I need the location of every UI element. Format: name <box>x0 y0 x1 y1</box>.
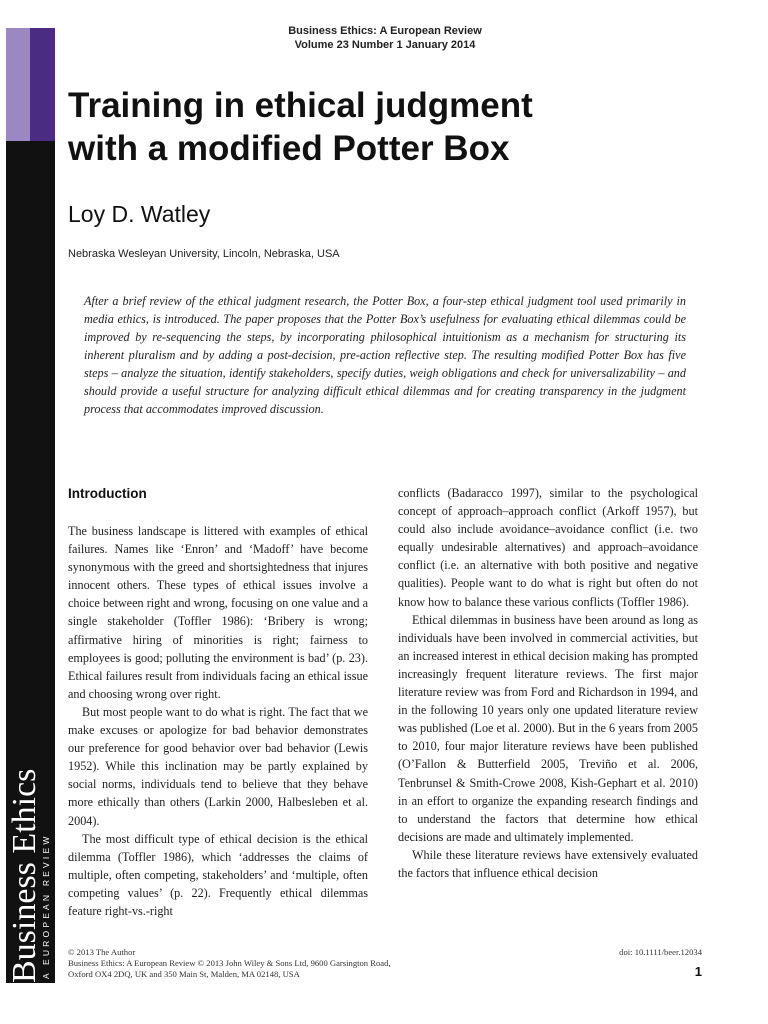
body-column-left <box>68 484 368 920</box>
journal-issue: Volume 23 Number 1 January 2014 <box>294 39 476 51</box>
copyright-line-1: © 2013 The Author <box>68 947 136 957</box>
journal-name: Business Ethics: A European Review <box>288 25 482 37</box>
spine-subtitle: A EUROPEAN REVIEW <box>41 833 51 979</box>
body-paragraph: The most difficult type of ethical decision is the ethical dilemma (Toffler 1986), which ‘addresses the claims of multiple, often competing, stakeholders’ and ‘multiple, often competing values’ (p. 22). Frequently ethical dilemmas feature right-vs.-right <box>68 831 368 918</box>
spine-title: Business Ethics <box>6 768 43 983</box>
article-title <box>68 84 708 170</box>
title-line-2: with a modified Potter Box <box>68 129 510 168</box>
journal-spine <box>6 28 55 983</box>
title-line-1: Training in ethical judgment <box>68 86 533 125</box>
copyright-line-3: Oxford OX4 2DQ, UK and 350 Main St, Malden, MA 02148, USA <box>68 969 300 979</box>
doi: doi: 10.1111/beer.12034 <box>619 947 702 957</box>
author-name: Loy D. Watley <box>68 201 211 227</box>
body-paragraph: The business landscape is littered with examples of ethical failures. Names like ‘Enron’ and ‘Madoff’ have become synonymous with the greed and shortsightedness that injures innocent others. These types of ethical issues involve a choice between right and wrong, focusing on one value and a single stakeholder (Toffler 1986): ‘Bribery is wrong; affirmative hiring of minorities is right; fairness to employees is good; polluting the environment is bad’ (p. 23). Ethical failures result from individuals facing an ethical issue and choosing wrong over right. <box>68 524 368 701</box>
copyright-notice <box>68 947 391 980</box>
body-paragraph: Ethical dilemmas in business have been around as long as individuals have been involved in commercial activities, but an increased interest in ethical decision making has prompted increasingly frequent literature reviews. The first major literature review was from Ford and Richardson in 1994, and in the following 10 years only one updated literature review was published (Loe et al. 2000). But in the 6 years from 2005 to 2010, four major literature reviews have been published (O’Fallon & Butterfield 2005, Treviño et al. 2006, Tenbrunsel & Smith-Crowe 2008, Kish-Gephart et al. 2010) in an effort to organize the expanding research findings and to understand the factors that determine how ethical decisions are made and ultimately implemented. <box>398 612 698 844</box>
section-heading-introduction: Introduction <box>68 486 147 501</box>
copyright-line-2: Business Ethics: A European Review © 2013 John Wiley & Sons Ltd, 9600 Garsington Road, <box>68 958 391 968</box>
author-affiliation: Nebraska Wesleyan University, Lincoln, Nebraska, USA <box>68 248 340 260</box>
spine-light-purple <box>6 28 30 141</box>
body-paragraph: While these literature reviews have extensively evaluated the factors that influence ethical decision <box>398 847 698 880</box>
body-paragraph: conflicts (Badaracco 1997), similar to the psychological concept of approach–approach conflict (Arkoff 1957), but could also include avoidance–avoidance conflict (i.e. two equally undesirable alternatives) and approach–avoidance conflict (i.e. an alternative with both positive and negative qualities). People want to do what is right but often do not know how to balance these various conflicts (Toffler 1986). <box>398 486 698 609</box>
abstract: After a brief review of the ethical judgment research, the Potter Box, a four-step ethical judgment tool used primarily in media ethics, is introduced. The paper proposes that the Potter Box’s usefulness for evaluating ethical dilemmas could be improved by re-sequencing the steps, by incorporating philosophical intuitionism as a mechanism for structuring its inherent pluralism and by adding a post-decision, pre-action reflective step. The resulting modified Potter Box has five steps – analyze the situation, identify stakeholders, specify duties, weigh obligations and check for universalizability – and should provide a useful structure for analyzing difficult ethical dilemmas and for creating transparency in the judgment process that accommodates improved discussion. <box>84 294 686 416</box>
spine-color-block <box>6 28 55 141</box>
body-column-right <box>398 484 698 882</box>
spine-dark-purple <box>30 28 55 141</box>
body-paragraph: But most people want to do what is right. The fact that we make excuses or apologize for bad behavior demonstrates our preference for good behavior over bad behavior (Lewis 1952). While this inclination may be partly explained by social norms, individuals tend to believe that they behave more ethically than others (Larkin 2000, Halbesleben et al. 2004). <box>68 704 368 828</box>
page-number: 1 <box>694 964 702 979</box>
